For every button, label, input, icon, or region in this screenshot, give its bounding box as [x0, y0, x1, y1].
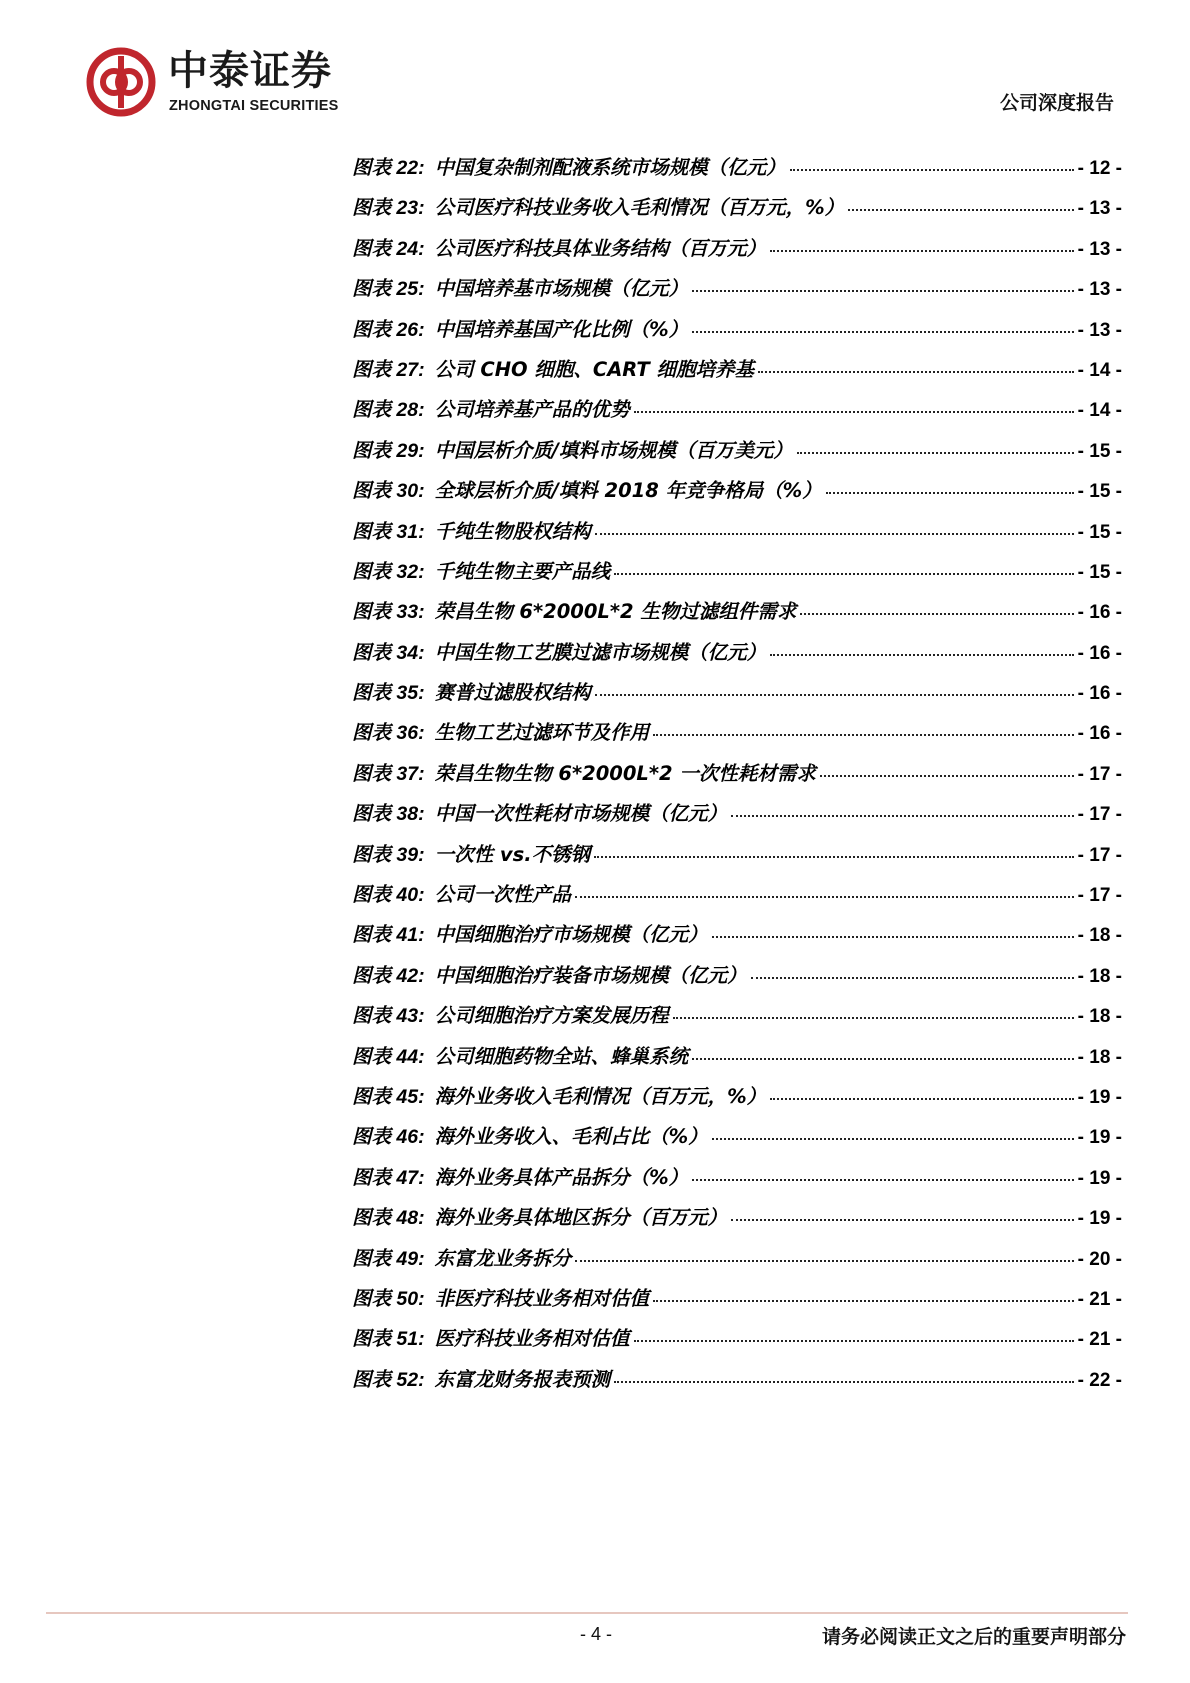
toc-entry[interactable] [352, 152, 1122, 192]
toc-figure-number: 图表 39: [352, 843, 425, 866]
toc-figure-title: 中国生物工艺膜过滤市场规模（亿元） [434, 640, 767, 664]
toc-figure-number: 图表 42: [352, 964, 425, 987]
toc-entry[interactable] [352, 1202, 1122, 1242]
toc-page-number: - 14 - [1077, 400, 1122, 422]
toc-page-number: - 16 - [1077, 723, 1122, 745]
toc-leader-dots [820, 775, 1074, 777]
toc-figure-title: 东富龙财务报表预测 [434, 1367, 611, 1391]
toc-page-number: - 17 - [1077, 763, 1122, 785]
toc-figure-title: 生物工艺过滤环节及作用 [434, 721, 650, 745]
toc-figure-number: 图表 43: [352, 1005, 425, 1028]
toc-leader-dots [653, 1300, 1074, 1302]
toc-figure-number: 图表 52: [352, 1368, 425, 1391]
brand-name-cn: 中泰证券 [168, 48, 332, 94]
toc-figure-number: 图表 25: [352, 278, 425, 301]
toc-figure-title: 海外业务收入毛利情况（百万元，%） [434, 1084, 767, 1108]
toc-page-number: - 19 - [1077, 1127, 1122, 1149]
toc-figure-title: 东富龙业务拆分 [434, 1246, 572, 1270]
toc-figure-title: 赛普过滤股权结构 [434, 681, 591, 705]
toc-figure-title: 非医疗科技业务相对估值 [434, 1286, 650, 1310]
toc-entry[interactable] [352, 758, 1122, 798]
page-number: - 4 - [580, 1624, 613, 1644]
toc-figure-title: 公司细胞药物全站、蜂巢系统 [434, 1044, 689, 1068]
toc-leader-dots [634, 1340, 1074, 1342]
toc-leader-dots [692, 331, 1073, 333]
brand-name-en: ZHONGTAI SECURITIES [169, 98, 339, 114]
toc-leader-dots [614, 1381, 1074, 1383]
toc-figure-title: 千纯生物主要产品线 [434, 559, 611, 583]
toc-leader-dots [575, 1260, 1074, 1262]
toc-leader-dots [758, 371, 1074, 373]
toc-entry[interactable] [352, 637, 1122, 677]
toc-figure-number: 图表 36: [352, 722, 425, 745]
toc-page-number: - 19 - [1077, 1086, 1122, 1108]
toc-leader-dots [770, 654, 1074, 656]
toc-entry[interactable] [352, 1243, 1122, 1283]
toc-figure-number: 图表 38: [352, 803, 425, 826]
toc-leader-dots [731, 815, 1074, 817]
toc-figure-title: 中国细胞治疗装备市场规模（亿元） [434, 963, 747, 987]
toc-page-number: - 19 - [1077, 1167, 1122, 1189]
toc-page-number: - 19 - [1077, 1208, 1122, 1230]
toc-figure-number: 图表 41: [352, 924, 425, 947]
toc-page-number: - 15 - [1077, 440, 1122, 462]
toc-entry[interactable] [352, 717, 1122, 757]
toc-figure-title: 公司一次性产品 [434, 883, 572, 907]
toc-entry[interactable] [352, 1081, 1122, 1121]
toc-figure-number: 图表 51: [352, 1328, 425, 1351]
toc-figure-title: 公司医疗科技具体业务结构（百万元） [434, 236, 767, 260]
toc-page-number: - 18 - [1077, 925, 1122, 947]
toc-page-number: - 17 - [1077, 885, 1122, 907]
toc-page-number: - 13 - [1077, 238, 1122, 260]
toc-figure-number: 图表 26: [352, 318, 425, 341]
toc-page-number: - 18 - [1077, 965, 1122, 987]
brand-logo [86, 46, 356, 121]
toc-figure-number: 图表 22: [352, 157, 425, 179]
toc-entry[interactable] [352, 596, 1122, 636]
disclaimer-note: 请务必阅读正文之后的重要声明部分 [821, 1626, 1126, 1648]
toc-leader-dots [595, 694, 1074, 696]
toc-leader-dots [770, 250, 1074, 252]
toc-page-number: - 20 - [1077, 1248, 1122, 1270]
toc-figure-title: 一次性 vs.不锈钢 [434, 842, 591, 866]
toc-entry[interactable] [352, 839, 1122, 879]
toc-page-number: - 21 - [1077, 1329, 1122, 1351]
toc-leader-dots [848, 209, 1073, 211]
toc-figure-title: 公司细胞治疗方案发展历程 [434, 1004, 669, 1028]
toc-figure-title: 全球层析介质/填料 2018 年竞争格局（%） [434, 479, 822, 503]
toc-leader-dots [673, 1017, 1074, 1019]
toc-figure-title: 海外业务具体产品拆分（%） [434, 1165, 689, 1189]
footer-divider [46, 1612, 1128, 1614]
toc-leader-dots [575, 896, 1074, 898]
toc-figure-number: 图表 50: [352, 1287, 425, 1310]
toc-page-number: - 17 - [1077, 804, 1122, 826]
toc-leader-dots [731, 1219, 1074, 1221]
toc-entry[interactable] [352, 1000, 1122, 1040]
toc-figure-number: 图表 47: [352, 1166, 425, 1189]
toc-leader-dots [692, 290, 1074, 292]
toc-entry[interactable] [352, 314, 1122, 354]
toc-figure-number: 图表 45: [352, 1085, 425, 1108]
toc-figure-title: 中国复杂制剂配液系统市场规模（亿元） [434, 156, 786, 179]
toc-figure-title: 荣昌生物生物 6*2000L*2 一次性耗材需求 [434, 761, 816, 785]
toc-page-number: - 16 - [1077, 602, 1122, 624]
toc-figure-title: 公司培养基产品的优势 [434, 398, 630, 422]
figure-index [352, 152, 1122, 1404]
toc-leader-dots [797, 452, 1074, 454]
toc-leader-dots [751, 977, 1074, 979]
document-type: 公司深度报告 [999, 92, 1114, 114]
toc-page-number: - 13 - [1077, 198, 1122, 220]
toc-entry[interactable] [352, 798, 1122, 838]
toc-entry[interactable] [352, 1283, 1122, 1323]
toc-figure-title: 中国培养基国产化比例（%） [434, 317, 689, 341]
toc-page-number: - 13 - [1077, 319, 1122, 341]
toc-entry[interactable] [352, 677, 1122, 717]
toc-leader-dots [712, 1138, 1074, 1140]
toc-figure-number: 图表 46: [352, 1126, 425, 1149]
toc-entry[interactable] [352, 516, 1122, 556]
toc-page-number: - 15 - [1077, 521, 1122, 543]
toc-page-number: - 16 - [1077, 683, 1122, 705]
toc-page-number: - 17 - [1077, 844, 1122, 866]
toc-entry[interactable] [352, 1364, 1122, 1404]
toc-entry[interactable] [352, 1041, 1122, 1081]
toc-page-number: - 18 - [1077, 1006, 1122, 1028]
toc-entry[interactable] [352, 233, 1122, 273]
toc-figure-title: 中国一次性耗材市场规模（亿元） [434, 802, 728, 826]
toc-figure-title: 中国细胞治疗市场规模（亿元） [434, 923, 708, 947]
toc-page-number: - 13 - [1077, 279, 1122, 301]
toc-entry[interactable] [352, 273, 1122, 313]
toc-leader-dots [826, 492, 1074, 494]
toc-entry[interactable] [352, 192, 1122, 232]
toc-figure-title: 海外业务收入、毛利占比（%） [434, 1125, 708, 1149]
toc-page-number: - 21 - [1077, 1288, 1122, 1310]
toc-entry[interactable] [352, 1323, 1122, 1363]
toc-entry[interactable] [352, 1121, 1122, 1161]
toc-figure-number: 图表 23: [352, 197, 425, 220]
toc-figure-number: 图表 32: [352, 560, 425, 583]
toc-leader-dots [595, 533, 1074, 535]
toc-page-number: - 16 - [1077, 642, 1122, 664]
toc-entry[interactable] [352, 435, 1122, 475]
toc-leader-dots [712, 936, 1074, 938]
toc-figure-number: 图表 37: [352, 762, 425, 785]
toc-leader-dots [614, 573, 1074, 575]
toc-entry[interactable] [352, 879, 1122, 919]
toc-leader-dots [594, 856, 1074, 858]
toc-page-number: - 12 - [1077, 158, 1122, 179]
toc-leader-dots [692, 1058, 1074, 1060]
toc-entry[interactable] [352, 919, 1122, 959]
toc-figure-title: 公司医疗科技业务收入毛利情况（百万元，%） [434, 196, 845, 220]
toc-leader-dots [770, 1098, 1073, 1100]
toc-entry[interactable] [352, 1162, 1122, 1202]
toc-page-number: - 15 - [1077, 561, 1122, 583]
toc-entry[interactable] [352, 960, 1122, 1000]
toc-figure-number: 图表 44: [352, 1045, 425, 1068]
toc-figure-title: 医疗科技业务相对估值 [434, 1327, 630, 1351]
toc-figure-number: 图表 35: [352, 682, 425, 705]
toc-entry[interactable] [352, 475, 1122, 515]
toc-page-number: - 14 - [1077, 359, 1122, 381]
toc-figure-title: 千纯生物股权结构 [434, 519, 591, 543]
toc-page-number: - 22 - [1077, 1369, 1122, 1391]
toc-figure-number: 图表 40: [352, 884, 425, 907]
toc-figure-number: 图表 28: [352, 399, 425, 422]
toc-page-number: - 18 - [1077, 1046, 1122, 1068]
toc-figure-number: 图表 48: [352, 1207, 425, 1230]
toc-leader-dots [800, 613, 1073, 615]
toc-figure-title: 公司 CHO 细胞、CART 细胞培养基 [434, 357, 755, 381]
toc-figure-title: 中国层析介质/填料市场规模（百万美元） [434, 438, 793, 462]
zhongtai-logo-icon [86, 46, 156, 118]
toc-figure-title: 荣昌生物 6*2000L*2 生物过滤组件需求 [434, 600, 797, 624]
toc-leader-dots [692, 1179, 1073, 1181]
toc-figure-title: 海外业务具体地区拆分（百万元） [434, 1206, 728, 1230]
toc-entry[interactable] [352, 556, 1122, 596]
toc-leader-dots [653, 734, 1074, 736]
toc-entry[interactable] [352, 394, 1122, 434]
toc-figure-number: 图表 31: [352, 520, 425, 543]
toc-figure-number: 图表 49: [352, 1247, 425, 1270]
toc-figure-number: 图表 34: [352, 641, 425, 664]
toc-entry[interactable] [352, 354, 1122, 394]
toc-figure-number: 图表 29: [352, 439, 425, 462]
toc-figure-number: 图表 30: [352, 480, 425, 503]
toc-leader-dots [790, 169, 1074, 171]
toc-figure-number: 图表 33: [352, 601, 425, 624]
toc-figure-number: 图表 24: [352, 237, 425, 260]
toc-leader-dots [634, 411, 1074, 413]
toc-figure-number: 图表 27: [352, 358, 425, 381]
toc-page-number: - 15 - [1077, 481, 1122, 503]
toc-figure-title: 中国培养基市场规模（亿元） [434, 277, 689, 301]
